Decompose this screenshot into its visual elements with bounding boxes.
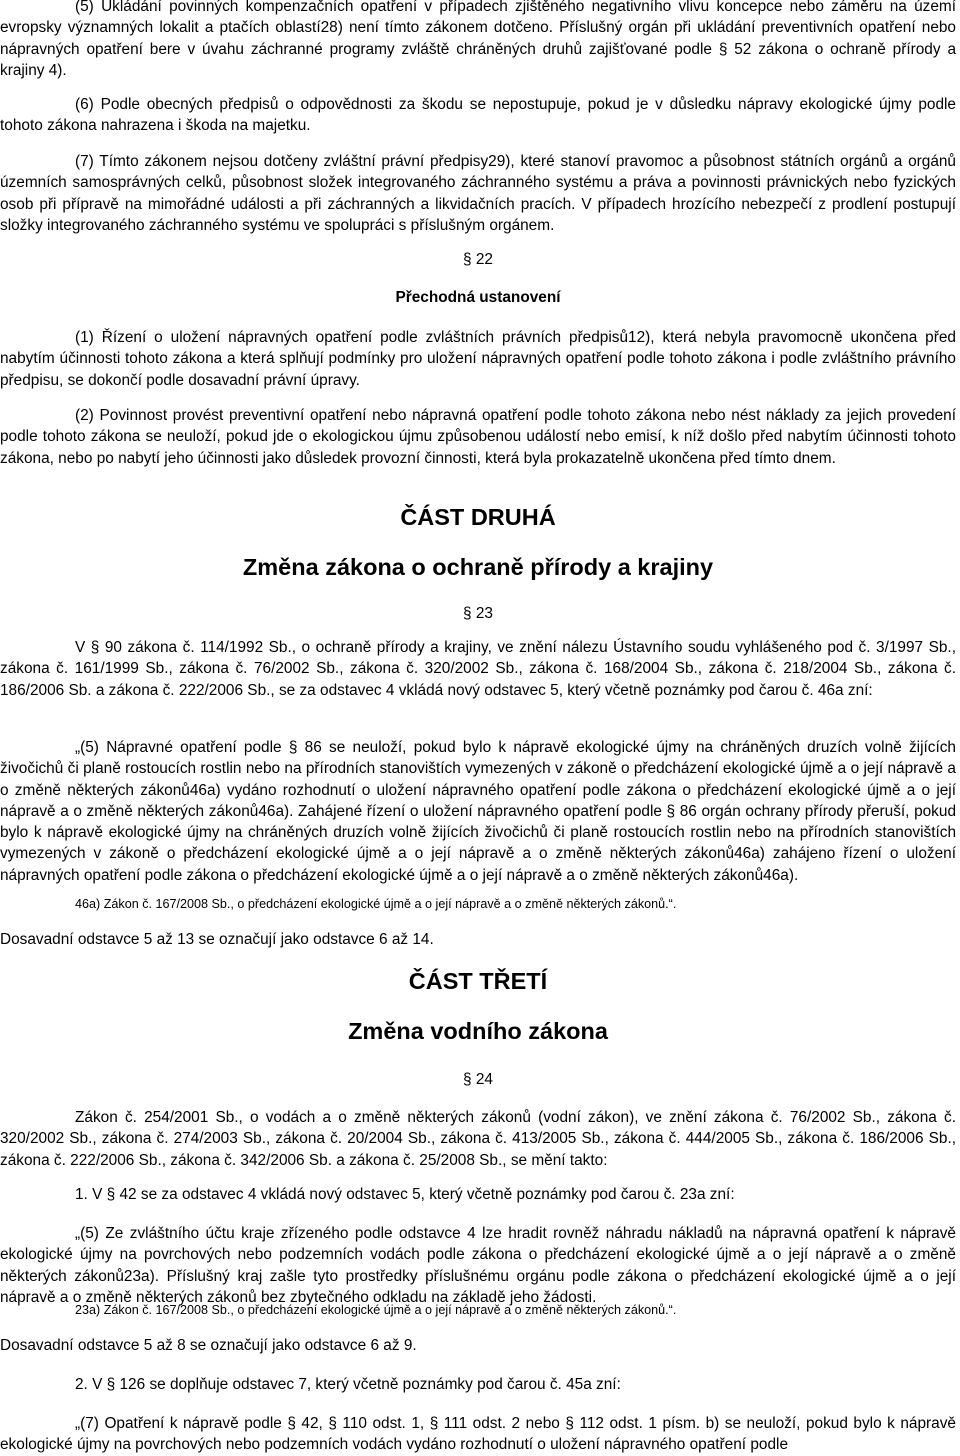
paragraph-point-2: 2. V § 126 se doplňuje odstavec 7, který včetně poznámky pod čarou č. 45a zní: bbox=[75, 1376, 621, 1393]
section-22-heading: § 22 bbox=[463, 251, 493, 268]
paragraph-7-special-regulations: (7) Tímto zákonem nejsou dotčeny zvláštní právní předpisy29), které stanoví pravomoc a působnost státních orgánů a orgánů územních samosprávných celků, působnost složek integrovaného záchranného systému a práva a povinnosti právnických nebo fyzických osob při přípravě na mimořádné události a při záchranných a likvidačních pracích. V případech hrozícího nebezpečí z prodlení postupují složky integrovaného záchranného systému ve spolupráci s příslušným orgánem. bbox=[0, 153, 956, 234]
paragraph-section-24-intro: Zákon č. 254/2001 Sb., o vodách a o změně některých zákonů (vodní zákon), ve znění zákona č. 76/2002 Sb., zákona č. 320/2002 Sb., zákona č. 274/2003 Sb., zákona č. 20/2004 Sb., zákona č. 413/2005 Sb., zákona č. 444/2005 Sb., zákona č. 186/2006 Sb., zákona č. 222/2006 Sb., zákona č. 342/2006 Sb. a zákona č. 25/2008 Sb., se mění takto: bbox=[0, 1109, 956, 1169]
part-three-title: Změna vodního zákona bbox=[348, 1018, 608, 1044]
paragraph-6-damage: (6) Podle obecných předpisů o odpovědnosti za škodu se nepostupuje, pokud je v důsledku nápravy ekologické újmy podle tohoto zákona nahrazena i škoda na majetku. bbox=[0, 96, 956, 135]
paragraph-point-1-quote: „(5) Ze zvláštního účtu kraje zřízeného podle odstavce 4 lze hradit rovněž náhradu nákladů na nápravná opatření k nápravě ekologické újmy na povrchových nebo podzemních vodách podle zákona o předcházení ekologické újmě a o její nápravě a o změně některých zákonů23a). Příslušný kraj zašle tyto prostředky příslušnému orgánu podle zákona o předcházení ekologické újmě a o její nápravě a o změně některých zákonů bez zbytečného odkladu na základě jeho žádosti. bbox=[0, 1225, 956, 1306]
paragraph-renumbering-2: Dosavadní odstavce 5 až 8 se označují jako odstavce 6 až 9. bbox=[0, 1337, 417, 1354]
section-22-title: Přechodná ustanovení bbox=[395, 289, 561, 306]
section-23-heading: § 23 bbox=[463, 605, 493, 622]
footnote-46a: 46a) Zákon č. 167/2008 Sb., o předcházení ekologické újmě a o její nápravě a o změně některých zákonů.“. bbox=[75, 897, 677, 911]
paragraph-5-compensation: (5) Ukládání povinných kompenzačních opatření v případech zjištěného negativního vlivu koncepce nebo záměru na území evropsky významných lokalit a ptačích oblastí28) není tímto zákonem dotčeno. Příslušný orgán při ukládání preventivních opatření nebo nápravných opatření bere v úvahu záchranné programy zvláště chráněných druhů zajišťované podle § 52 zákona o ochraně přírody a krajiny 4). bbox=[0, 0, 956, 79]
paragraph-renumbering-1: Dosavadní odstavce 5 až 13 se označují jako odstavce 6 až 14. bbox=[0, 931, 434, 948]
paragraph-section-23-intro: V § 90 zákona č. 114/1992 Sb., o ochraně přírody a krajiny, ve znění nálezu Ústavního soudu vyhlášeného pod č. 3/1997 Sb., zákona č. 161/1999 Sb., zákona č. 76/2002 Sb., zákona č. 320/2002 Sb., zákona č. 168/2004 Sb., zákona č. 218/2004 Sb., zákona č. 186/2006 Sb. a zákona č. 222/2006 Sb., se za odstavec 4 vkládá nový odstavec 5, který včetně poznámky pod čarou č. 46a zní: bbox=[0, 639, 956, 699]
part-two-heading: ČÁST DRUHÁ bbox=[400, 504, 556, 530]
paragraph-transitional-1: (1) Řízení o uložení nápravných opatření podle zvláštních právních předpisů12), která nebyla pravomocně ukončena před nabytím účinnosti tohoto zákona a která splňují podmínky pro uložení nápravných opatření podle tohoto zákona i podle zvláštního právního předpisu, se dokončí podle dosavadní právní úpravy. bbox=[0, 329, 956, 389]
paragraph-section-23-quote: „(5) Nápravné opatření podle § 86 se neuloží, pokud bylo k nápravě ekologické újmy na chráněných druzích volně žijících živočichů či planě rostoucích rostlin nebo na přírodních stanovištích vymezených v zákoně o předcházení ekologické újmě a o její nápravě a o změně některých zákonů46a) vydáno rozhodnutí o uložení nápravného opatření podle zákona o předcházení ekologické újmě a o její nápravě a o změně některých zákonů46a). Zahájené řízení o uložení nápravného opatření podle § 86 orgán ochrany přírody přeruší, pokud bylo k nápravě ekologické újmy na chráněných druzích volně žijících živočichů či planě rostoucích rostlin nebo na přírodních stanovištích vymezených v zákoně o předcházení ekologické újmě a o její nápravě a o změně některých zákonů46a) zahájeno řízení o uložení nápravných opatření podle zákona o předcházení ekologické újmě a o její nápravě a o změně některých zákonů46a). bbox=[0, 739, 956, 884]
part-three-heading: ČÁST TŘETÍ bbox=[408, 968, 548, 994]
part-two-title: Změna zákona o ochraně přírody a krajiny bbox=[242, 554, 714, 580]
paragraph-transitional-2: (2) Povinnost provést preventivní opatření nebo nápravná opatření podle tohoto zákona nebo nést náklady za jejich provedení podle tohoto zákona se neuloží, pokud jde o ekologickou újmu způsobenou událostí nebo emisí, k níž došlo před nabytím účinnosti tohoto zákona, nebo po nabytí jeho účinnosti jako důsledek provozní činnosti, která byla prokazatelně ukončena před tímto dnem. bbox=[0, 407, 956, 467]
paragraph-point-1: 1. V § 42 se za odstavec 4 vkládá nový odstavec 5, který včetně poznámky pod čarou č. 23a zní: bbox=[75, 1186, 735, 1203]
footnote-23a: 23a) Zákon č. 167/2008 Sb., o předcházení ekologické újmě a o její nápravě a o změně některých zákonů.“. bbox=[75, 1303, 677, 1317]
paragraph-point-2-quote: „(7) Opatření k nápravě podle § 42, § 110 odst. 1, § 111 odst. 2 nebo § 112 odst. 1 písm. b) se neuloží, pokud bylo k nápravě ekologické újmy na povrchových nebo podzemních vodách vydáno rozhodnutí o uložení nápravného opatření podle bbox=[0, 1415, 956, 1454]
section-24-heading: § 24 bbox=[463, 1071, 493, 1088]
